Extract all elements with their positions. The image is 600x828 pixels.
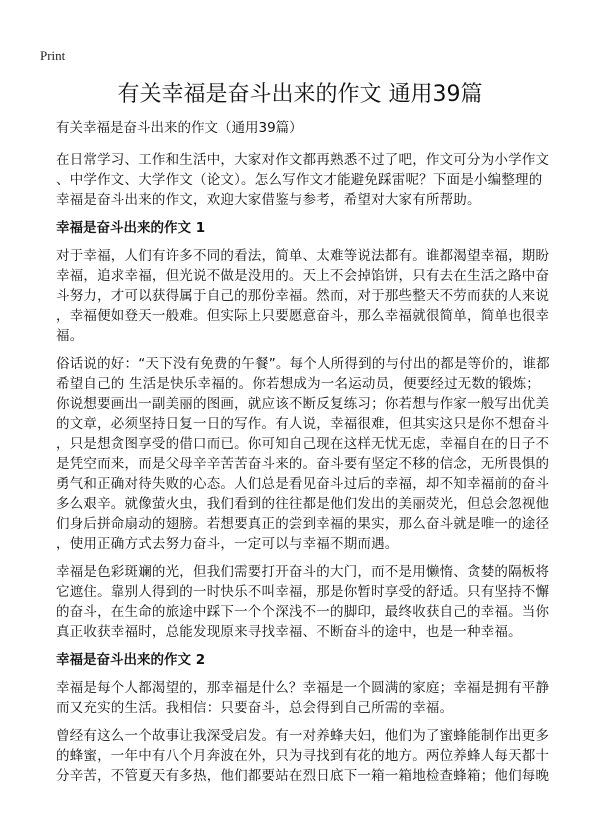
paragraph <box>56 354 556 554</box>
text-line: 希望自己的 生活是快乐幸福的。你若想成为一名运动员，便要经过无数的锻炼； <box>56 376 540 392</box>
text-line: 勇气和正确对待失败的心态。人们总是看见奋斗过后的幸福，却不知幸福前的奋斗 <box>56 476 550 492</box>
text-line: 多么艰辛。就像萤火虫，我们看到的往往都是他们发出的美丽荧光，但总会忽视他 <box>56 496 550 512</box>
text-line: 分辛苦，不管夏天有多热，他们都要站在烈日底下一箱一箱地检查蜂箱；他们每晚 <box>56 768 550 784</box>
text-line: 的蜂蜜，一年中有八个月奔波在外，只为寻找到有花的地方。两位养蜂人每天都十 <box>56 748 550 764</box>
text-line: 在日常学习、工作和生活中，大家对作文都再熟悉不过了吧，作文可分为小学作文 <box>56 152 550 168</box>
text-line: ，只是想贪图享受的借口而已。你可知自己现在这样无忧无虑，幸福自在的日子不 <box>56 436 550 452</box>
paragraph <box>56 246 556 346</box>
section-heading: 幸福是奋斗出来的作文 1 <box>56 220 206 236</box>
text-line: 真正收获幸福时，总能发现原来寻找幸福、不断奋斗的途中，也是一种幸福。 <box>56 624 522 640</box>
text-line: 福。 <box>56 328 84 344</box>
paragraph <box>56 150 556 210</box>
text-line: 是凭空而来，而是父母辛辛苦苦奋斗来的。奋斗要有坚定不移的信念，无所畏惧的 <box>56 456 550 472</box>
section-heading: 幸福是奋斗出来的作文 2 <box>56 652 206 668</box>
text-line: 你说想要画出一副美丽的图画，就应该不断反复练习；你若想与作家一般写出优美 <box>56 396 550 412</box>
text-line: 曾经有这么一个故事让我深受启发。有一对养蜂夫妇，他们为了蜜蜂能制作出更多 <box>56 728 550 744</box>
text-line: 俗话说的好：“天下没有免费的午餐”。每个人所得到的与付出的都是等价的，谁都 <box>56 356 550 372</box>
text-line: ，使用正确方式去努力奋斗，一定可以与幸福不期而遇。 <box>56 536 399 552</box>
article-body <box>56 150 556 794</box>
text-line: 们身后拼命扇动的翅膀。若想要真正的尝到幸福的果实，那么奋斗就是唯一的途径 <box>56 516 550 532</box>
text-line: 对于幸福，人们有许多不同的看法，简单、太难等说法都有。谁都渴望幸福，期盼 <box>56 248 550 264</box>
text-line: 的文章，必须坚持日复一日的写作。有人说，幸福很难，但其实这只是你不想奋斗 <box>56 416 550 432</box>
text-line: 幸福是色彩斑斓的光，但我们需要打开奋斗的大门，而不是用懒惰、贪婪的隔板将 <box>56 564 550 580</box>
paragraph <box>56 562 556 642</box>
text-line: 幸福是每个人都渴望的，那幸福是什么？幸福是一个圆满的家庭；幸福是拥有平静 <box>56 680 550 696</box>
print-link[interactable]: Print <box>40 48 66 63</box>
text-line: 它遮住。靠别人得到的一时快乐不叫幸福，那是你暂时享受的舒适。只有坚持不懈 <box>56 584 550 600</box>
paragraph <box>56 678 556 718</box>
text-line: ，幸福便如登天一般难。但实际上只要愿意奋斗，那么幸福就很简单，简单也很幸 <box>56 308 550 324</box>
text-line: 而又充实的生活。我相信：只要奋斗，总会得到自己所需的幸福。 <box>56 700 454 716</box>
text-line: 斗努力，才可以获得属于自己的那份幸福。然而，对于那些整天不劳而获的人来说 <box>56 288 550 304</box>
text-line: 的奋斗，在生命的旅途中踩下一个个深浅不一的脚印，最终收获自己的幸福。当你 <box>56 604 550 620</box>
paragraph <box>56 726 556 786</box>
page-title: 有关幸福是奋斗出来的作文 通用39篇 <box>117 82 483 107</box>
document-subtitle: 有关幸福是奋斗出来的作文（通用39篇） <box>56 120 303 136</box>
text-line: 、中学作文、大学作文（论文）。怎么写作文才能避免踩雷呢？下面是小编整理的 <box>56 172 543 188</box>
text-line: 幸福是奋斗出来的作文，欢迎大家借鉴与参考，希望对大家有所帮助。 <box>56 192 481 208</box>
text-line: 幸福，追求幸福，但光说不做是没用的。天上不会掉馅饼，只有去在生活之路中奋 <box>56 268 550 284</box>
